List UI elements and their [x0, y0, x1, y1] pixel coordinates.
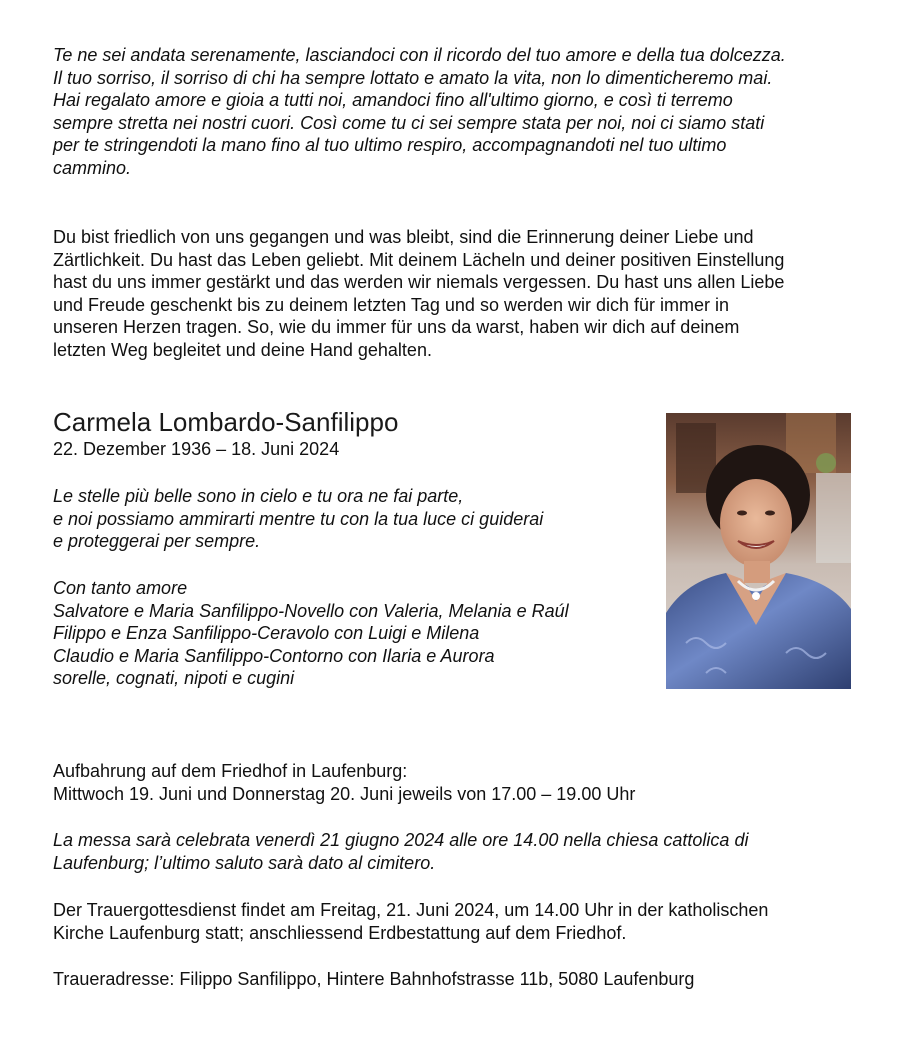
intro-german: [53, 226, 784, 362]
service-german-line: Der Trauergottesdienst findet am Freitag, 21. Juni 2024, um 14.00 Uhr in der katholischen: [53, 900, 769, 920]
poem-line: Le stelle più belle sono in cielo e tu ora ne fai parte,: [53, 486, 464, 506]
family-line: Con tanto amore: [53, 578, 188, 598]
mourning-address: Traueradresse: Filippo Sanfilippo, Hintere Bahnhofstrasse 11b, 5080 Laufenburg: [53, 969, 695, 989]
intro-german-line: letzten Weg begleitet und deine Hand gehalten.: [53, 339, 432, 360]
poem-line: e proteggerai per sempre.: [53, 531, 261, 552]
poem: [53, 485, 543, 553]
family-signatures: [53, 577, 569, 690]
family-line: Salvatore e Maria Sanfilippo-Novello con Valeria, Melania e Raúl: [53, 600, 569, 621]
intro-italian: [53, 44, 786, 180]
viewing-info: [53, 760, 635, 805]
intro-italian-line: Te ne sei andata serenamente, lasciandoci con il ricordo del tuo amore e della tua dolcezza.: [53, 45, 786, 65]
intro-italian-line: Hai regalato amore e gioia a tutti noi, amandoci fino all'ultimo giorno, e così ti terremo: [53, 90, 733, 111]
mass-italian-line: Laufenburg; l’ultimo saluto sarà dato al cimitero.: [53, 852, 436, 873]
family-line: Filippo e Enza Sanfilippo-Ceravolo con Luigi e Milena: [53, 623, 480, 644]
deceased-name: Carmela Lombardo-Sanfilippo: [53, 407, 399, 437]
viewing-line: Mittwoch 19. Juni und Donnerstag 20. Juni jeweils von 17.00 – 19.00 Uhr: [53, 783, 636, 804]
mass-italian-line: La messa sarà celebrata venerdì 21 giugno 2024 alle ore 14.00 nella chiesa cattolica di: [53, 830, 749, 850]
intro-german-line: Du bist friedlich von uns gegangen und was bleibt, sind die Erinnerung deiner Liebe und: [53, 227, 754, 247]
mass-italian: [53, 829, 748, 874]
family-line: Claudio e Maria Sanfilippo-Contorno con Ilaria e Aurora: [53, 645, 495, 666]
intro-german-line: hast du uns immer gestärkt und das werden wir niemals vergessen. Du hast uns allen Liebe: [53, 272, 785, 293]
intro-italian-line: sempre stretta nei nostri cuori. Così come tu ci sei sempre stata per noi, noi ci siamo stati: [53, 112, 765, 133]
family-line: sorelle, cognati, nipoti e cugini: [53, 668, 295, 689]
life-dates: 22. Dezember 1936 – 18. Juni 2024: [53, 439, 340, 459]
service-german-line: Kirche Laufenburg statt; anschliessend Erdbestattung auf dem Friedhof.: [53, 922, 627, 943]
viewing-line: Aufbahrung auf dem Friedhof in Laufenburg:: [53, 761, 408, 781]
poem-line: e noi possiamo ammirarti mentre tu con la tua luce ci guiderai: [53, 508, 544, 529]
portrait-illustration: [666, 413, 851, 689]
portrait-photo: [666, 413, 851, 689]
intro-german-line: unseren Herzen tragen. So, wie du immer für uns da warst, haben wir dich auf deinem: [53, 317, 740, 338]
intro-german-line: und Freude geschenkt bis zu deinem letzten Tag und so werden wir dich für immer in: [53, 294, 730, 315]
service-german: [53, 899, 768, 944]
intro-italian-line: Il tuo sorriso, il sorriso di chi ha sempre lottato e amato la vita, non lo dimenticheremo mai.: [53, 67, 773, 88]
intro-german-line: Zärtlichkeit. Du hast das Leben geliebt. Mit deinem Lächeln und deiner positiven Einstellung: [53, 249, 785, 270]
intro-italian-line: cammino.: [53, 157, 132, 178]
intro-italian-line: per te stringendoti la mano fino al tuo ultimo respiro, accompagnandoti nel tuo ultimo: [53, 135, 727, 156]
